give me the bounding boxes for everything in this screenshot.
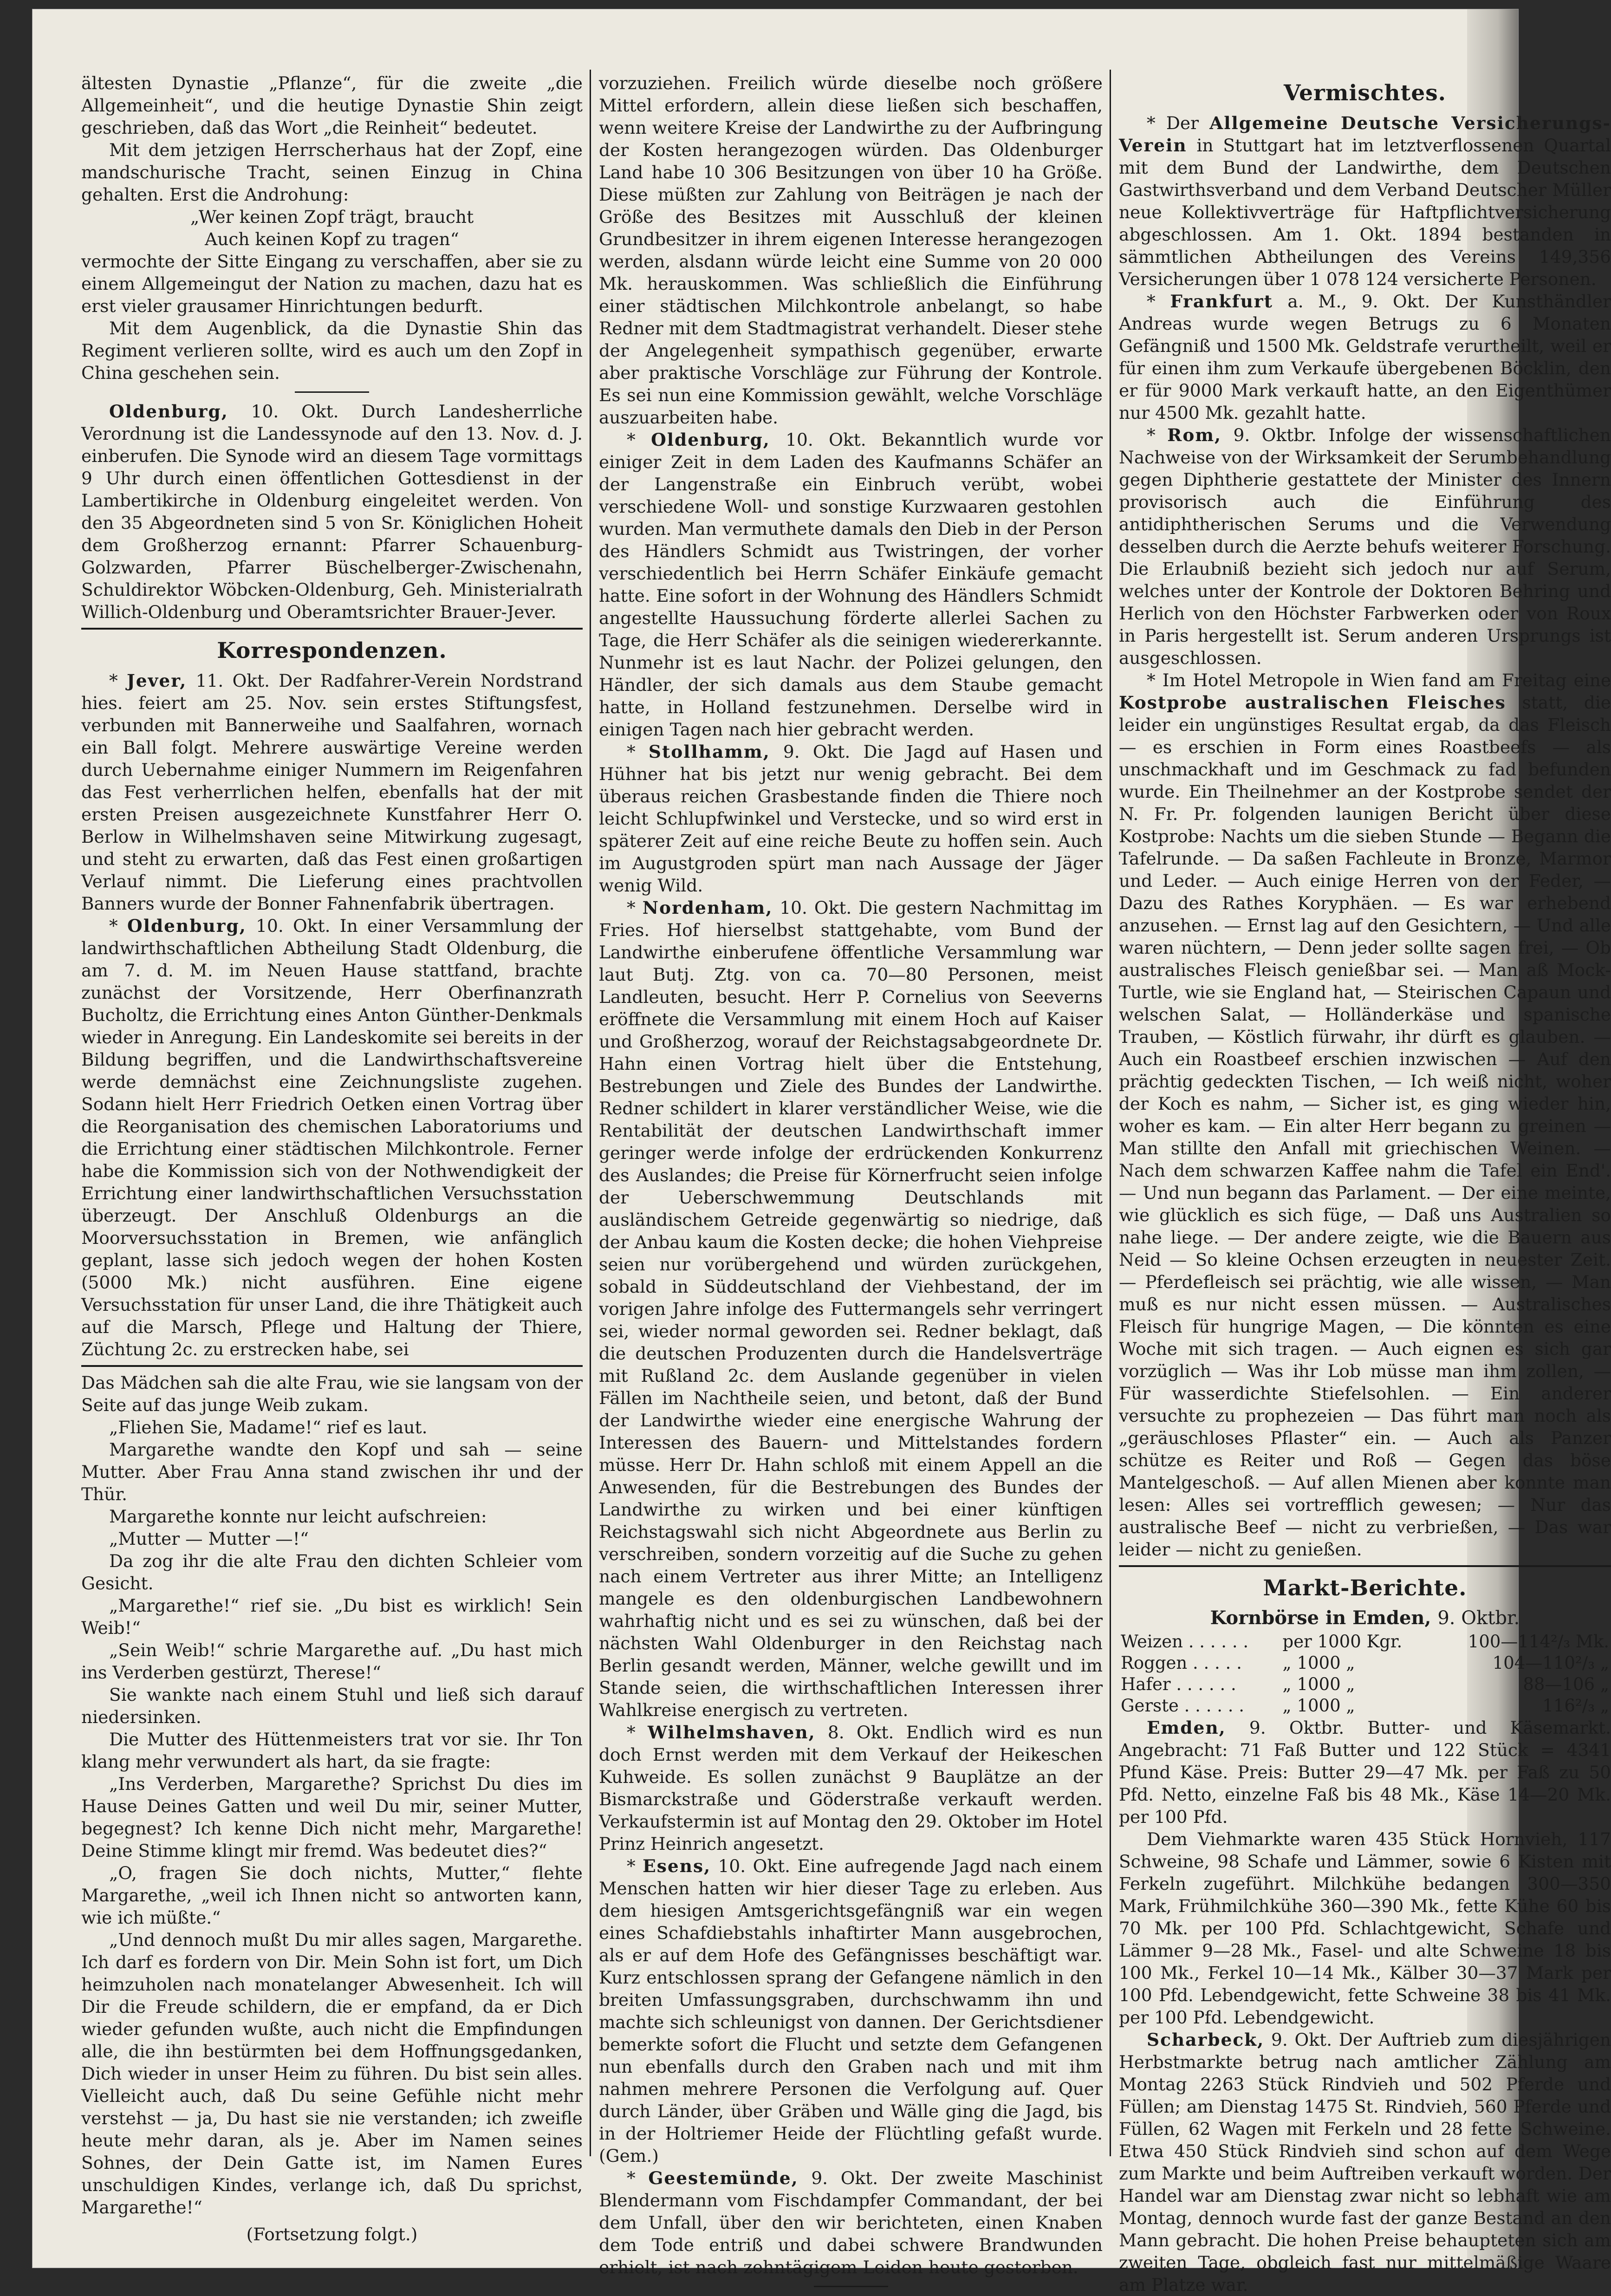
story-paragraph: „O, fragen Sie doch nichts, Mutter,“ flehte Margarethe, „weil ich Ihnen nicht so antworten kann, wie ich müßte.“: [81, 1863, 583, 1928]
news-item: * Rom, 9. Oktbr. Infolge der wissenschaftlichen Nachweise von der Wirksamkeit der Serumbehandlung gegen Diphtherie gestattete der Minister des Innern provisorisch auch die Einführung des antidiphtherischen Serums und die Verwendung desselben durch die Aerzte behufs weiterer Forschung. Die Erlaubniß bezieht sich jedoch nur auf Serum, welches unter der Kontrole der Doktoren Behring und Herlich von den Höchster Farbwerken oder von Roux in Paris hergestellt ist. Serum anderen Ursprungs ist ausgeschlossen.: [1119, 425, 1611, 668]
market-title: Kornbörse in Emden,: [1210, 1607, 1431, 1629]
divider: [814, 2286, 888, 2287]
news-item: [1119, 2029, 1611, 2296]
quote-line: „Wer keinen Zopf trägt, braucht: [190, 207, 474, 227]
section-heading: Vermischtes.: [1283, 80, 1447, 106]
news-item: [1119, 1717, 1611, 1828]
news-item: * Stollhamm, 9. Okt. Die Jagd auf Hasen und Hühner hat bis jetzt nur wenig gebracht. Bei dem überaus reichen Grasbestande finden die Thiere noch leicht Schlupfwinkel und Verstecke, und so wird erst in späterer Zeit auf eine reiche Beute zu hoffen sein. Auch im Augustgroden spürt man nach Aussage der Jäger wenig Wild.: [599, 741, 1103, 896]
place-name: Stollhamm,: [648, 741, 770, 762]
news-item: [81, 400, 583, 623]
price-row: [1119, 1695, 1611, 1717]
story-paragraph: „Sein Weib!“ schrie Margarethe auf. „Du hast mich ins Verderben gestürzt, Therese!“: [81, 1640, 583, 1683]
story-paragraph: „Und dennoch mußt Du mir alles sagen, Margarethe. Ich darf es fordern von Dir. Mein Sohn ist fort, um Dich heimzuholen nach monatelanger Abwesenheit. Ich will Dir die Freude schildern, die er empfand, da er Dich wieder gefunden wußte, auch nicht die Empfindungen alle, die ihn bestürmten bei dem Hoffnungsgedanken, Dich wieder in unser Heim zu führen. Du bist sein alles. Vielleicht auch, daß Du seine Gefühle nicht mehr verstehst — ja, Du hast sie nie verstanden; ich zweifle heute mehr daran, als je. Aber im Namen seines Sohnes, der Dein Gatte ist, im Namen Eures unschuldigen Kindes, verlange ich, daß Du sprichst, Margarethe!“: [81, 1930, 583, 2218]
article-text: vermochte der Sitte Eingang zu verschaffen, aber sie zu einem Allgemeingut der Nation zu machen, dazu hat es erst vieler grausamer Hinrichtungen bedurft.: [81, 251, 583, 316]
story-paragraph: Sie wankte nach einem Stuhl und ließ sich darauf niedersinken.: [81, 1685, 583, 1727]
divider: [295, 391, 369, 393]
news-text: 10. Okt. In einer Versammlung der landwirthschaftlichen Abtheilung Stadt Oldenburg, die am 7. d. M. im Neuen Hause stattfand, brachte zunächst der Vorsitzende, Herr Oberfinanzrath Bucholtz, die Errichtung eines Anton Günther-Denkmals wieder in Anregung. Ein Landeskomite sei bereits in der Bildung begriffen, und die Landwirthschaftsvereine werde demnächst eine Zeichnungsliste zugehen. Sodann hielt Herr Friedrich Oetken einen Vortrag über die Reorganisation des chemischen Laboratoriums und die Errichtung einer städtischen Milchkontrole. Ferner habe die Kommission sich von der Nothwendigkeit der Errichtung einer landwirthschaftlichen Versuchsstation überzeugt. Der Anschluß Oldenburgs an die Moorversuchsstation in Bremen, wie anfänglich geplant, lasse sich jedoch wegen der hohen Kosten (5000 Mk.) nicht ausführen. Eine eigene Versuchsstation für unser Land, die ihre Thätigkeit auch auf die Marsch, Pflege und Haltung der Thiere, Züchtung 2c. zu erstrecken habe, sei: [81, 916, 583, 1359]
news-item: * Im Hotel Metropole in Wien fand am Freitag eine Kostprobe australischen Fleisches statt, die leider ein ungünstiges Resultat ergab, da das Fleisch — es erschien in Form eines Roastbeefs — als unschmackhaft und im Geschmack zu fad befunden wurde. Ein Theilnehmer an der Kostprobe sendet der N. Fr. Pr. folgenden launigen Bericht über diese Kostprobe: Nachts um die sieben Stunde — Begann die Tafelrunde. — Da saßen Fachleute in Bronze, Marmor und Leder. — Auch einige Herren von der Feder, — Dazu des Rathes Koryphäen. — Es war erhebend anzusehen. — Ernst lag auf den Gesichtern, — Und alle waren nüchtern, — Denn jeder sollte sagen frei, — Ob australisches Fleisch genießbar sei. — Man aß Mock-Turtle, wie sie England hat, — Steirischen Capaun und welschen Salat, — Holländerkäse und spanische Trauben, — Köstlich fürwahr, ihr dürft es glauben. — Auch ein Roastbeef erschien inzwischen — Auf den prächtig gedeckten Tischen, — Ich weiß nicht, woher der Koch es nahm, — Sicher ist, es ging wieder hin, woher es kam. — Ein alter Herr begann zu greinen — Man stillte den Anfall mit griechischen Weinen. — Nach dem schwarzen Kaffee nahm die Tafel ein End'. — Und nun begann das Parlament. — Der eine meinte, wie glücklich es sich füge, — Daß uns Australien so nahe liege. — Der andere zeigte, wie die Bauern aus Neid — So kleine Ochsen erzeugten in neuester Zeit. — Pferdefleisch sei prächtig, wie alle wissen, — Man muß es nur nicht essen müssen. — Australisches Fleisch für hungrige Magen, — Die könnten es eine Woche mit sich tragen. — Auch eignen es sich gar vorzüglich — Was ihr Lob müsse man ihm zollen, — Für wasserdichte Stiefelsohlen. — Ein anderer versuchte zu prophezeien — Das führt man noch als „geräuschloses Pflaster“ ein. — Auch als Panzer schütze es Reiter und Roß — Gegen das böse Mantelgeschoß. — Auf allen Mienen aber konnte man lesen: Alles sei vortrefflich gewesen; — Nur das australische Beef — nicht zu verbrießen, — Das war leider — nicht zu genießen.: [1119, 670, 1611, 1560]
news-text: 9. Okt. Der Auftrieb zum diesjährigen Herbstmarkte betrug nach amtlicher Zählung am Montag 2263 Stück Rindvieh und 502 Pferde und Füllen; am Dienstag 1475 St. Rindvieh, 560 Pferde und Füllen, 62 Wagen mit Ferkeln und 28 fette Schweine. Etwa 450 Stück Rindvieh sind schon auf dem Wege zum Markte und beim Auftreiben verkauft worden. Der Handel war am Dienstag zwar nicht so lebhaft wie am Montag, dennoch wurde fast der ganze Bestand an den Mann gebracht. Die hohen Preise behaupteten sich am zweiten Tage, obgleich fast nur mittelmäßige Waare am Platze war.: [1119, 2029, 1611, 2295]
serial-story: [81, 1372, 583, 2218]
quote-line: Auch keinen Kopf zu tragen“: [205, 229, 459, 249]
place-name: Oldenburg,: [651, 429, 770, 450]
news-text: 8. Okt. Endlich wird es nun doch Ernst werden mit dem Verkauf der Heikeschen Kuhweide. Es sollen zunächst 9 Bauplätze an der Bismarckstraße und Göderstraße verkauft werden. Verkaufstermin ist auf Montag den 29. Oktober im Hotel Prinz Heinrich angesetzt.: [599, 1722, 1103, 1854]
price-cell: 104—110²/₃ „: [1492, 1653, 1609, 1673]
price-cell: „ 1000 „: [1282, 1674, 1355, 1694]
news-text: 10. Okt. Durch Landesherrliche Verordnung ist die Landessynode auf den 13. Nov. d. J. einberufen. Die Synode wird an diesem Tage vormittags 9 Uhr durch einen öffentlichen Gottesdienst in der Lambertikirche in Oldenburg eingeleitet werden. Von den 35 Abgeordneten sind 5 von Sr. Königlichen Hoheit dem Großherzog ernannt: Pfarrer Schauenburg-Golzwarden, Pfarrer Büschelberger-Zwischenahn, Schuldirektor Wöbcken-Oldenburg, Geh. Ministerialrath Willich-Oldenburg und Oberamtsrichter Brauer-Jever.: [81, 401, 583, 622]
continuation-note: (Fortsetzung folgt.): [246, 2224, 418, 2244]
place-name: Nordenham,: [642, 898, 773, 918]
news-item: * Nordenham, 10. Okt. Die gestern Nachmittag im Fries. Hof hierselbst stattgehabte, vom Bund der Landwirthe einberufene öffentliche Versammlung war laut Butj. Ztg. von ca. 70—80 Personen, meist Landleuten, besucht. Herr P. Cornelius von Seeverns eröffnete die Versammlung mit einem Hoch auf Kaiser und Großherzog, worauf der Reichstagsabgeordnete Dr. Hahn einen Vortrag hielt über die Entstehung, Bestrebungen und Ziele des Bundes der Landwirthe. Redner schildert in klarer verständlicher Weise, wie die Rentabilität der deutschen Landwirthschaft immer geringer werde infolge der erdrückenden Konkurrenz des Auslandes; die Preise für Körnerfrucht seien infolge der Ueberschwemmung Deutschlands mit ausländischem Getreide gegenwärtig so niedrige, daß der Anbau kaum die Kosten decke; die hohen Viehpreise seien nur vorübergehend und würden zurückgehen, sobald in Süddeutschland der Viehbestand, der im vorigen Jahre infolge des Futtermangels sehr verringert sei, wieder normal geworden sei. Redner beklagt, daß die deutschen Produzenten durch die Handelsverträge mit Rußland 2c. dem Auslande gegenüber in vielen Fällen im Nachtheile seien, und betont, daß der Bund der Landwirthe wieder eine energische Wahrung der Interessen des Bauern- und Mittelstandes fordern müsse. Herr Dr. Hahn schloß mit einem Appell an die Anwesenden, für die Bestrebungen des Bundes der Landwirthe zu wirken und bei einer künftigen Reichstagswahl sich nicht Abgeordnete aus Berlin zu verschreiben, sondern vorzeitig auf die Suche zu gehen nach einem Vertreter aus ihrer Mitte; an Intelligenz mangele es den oldenburgischen Landbewohnern wahrhaftig nicht und es sei zu wünschen, daß bei der nächsten Wahl Oldenburger in den Reichstag nach Berlin gesandt werden, Männer, welche gewillt und im Stande seien, die wirthschaftlichen Interessen ihrer Wahlkreise energisch zu vertreten.: [599, 898, 1103, 1720]
news-item: * Jever, 11. Okt. Der Radfahrer-Verein Nordstrand hies. feiert am 25. Nov. sein erstes Stiftungsfest, verbunden mit Bannerweihe und Saalfahren, wornach ein Ball folgt. Mehrere auswärtige Vereine werden durch Uebernahme einiger Nummern im Reigenfahren das Fest verherrlichen helfen, ebenfalls hat der mit ersten Preisen ausgezeichnete Kunstfahrer Herr O. Berlow in Wilhelmshaven seine Mitwirkung zugesagt, und steht zu erwarten, daß das Fest einen großartigen Verlauf nimmt. Die Lieferung eines prachtvollen Banners wurde der Bonner Fahnenfabrik übertragen.: [81, 670, 583, 914]
news-item: Dem Viehmarkte waren 435 Stück Hornvieh, 117 Schweine, 98 Schafe und Lämmer, sowie 6 Kisten mit Ferkeln zugeführt. Milchkühe bedangen 300—350 Mark, Frühmilchkühe 360—390 Mk., fette Kühe 60 bis 70 Mk. per 100 Pfd. Schlachtgewicht, Schafe und Lämmer 9—28 Mk., Fasel- und alte Schweine 18 bis 100 Mk., Ferkel 10—14 Mk., Kälber 30—37 Mark per 100 Pfd. Lebendgewicht, fette Schweine 38 bis 41 Mk. per 100 Pfd. Lebendgewicht.: [1119, 1829, 1611, 2028]
article-text: Mit dem jetzigen Herrscherhaus hat der Zopf, eine mandschurische Tracht, seinen Einzug in China gehalten. Erst die Androhung:: [81, 140, 583, 205]
price-row: [1119, 1674, 1611, 1695]
story-paragraph: Die Mutter des Hüttenmeisters trat vor sie. Ihr Ton klang mehr verwundert als hart, da sie fragte:: [81, 1729, 583, 1772]
price-row: [1119, 1652, 1611, 1674]
place-name: Emden,: [1147, 1717, 1226, 1738]
story-paragraph: Da zog ihr die alte Frau den dichten Schleier vom Gesicht.: [81, 1551, 583, 1594]
article-text: vorzuziehen. Freilich würde dieselbe noch größere Mittel erfordern, allein diese ließen sich beschaffen, wenn weitere Kreise der Landwirthe zu der Aufbringung der Kosten herangezogen würden. Das Oldenburger Land habe 10 306 Besitzungen von über 10 ha Größe. Diese müßten zur Zahlung von Beiträgen je nach der Größe des Besitzes mit Ausschluß der kleinen Grundbesitzer in ihrem eigenen Interesse herangezogen werden, alsdann würde leicht eine Summe von 20 000 Mk. herauskommen. Was schließlich die Einführung einer städtischen Milchkontrole anbelangt, so habe Redner mit dem Stadtmagistrat verhandelt. Dieser stehe der Angelegenheit sympathisch gegenüber, erwarte aber praktische Vorschläge zur Führung der Kontrole. Es sei nun eine Kommission gewählt, welche Vorschläge auszuarbeiten habe.: [599, 73, 1103, 428]
price-row: [1119, 1631, 1611, 1652]
divider: [81, 628, 583, 630]
article-text: ältesten Dynastie „Pflanze“, für die zweite „die Allgemeinheit“, und die heutige Dynastie Shin zeigt geschrieben, daß das Wort „die Reinheit“ bedeutet.: [81, 73, 583, 138]
place-name: Frankfurt: [1170, 291, 1273, 312]
price-cell: Hafer . . . . . .: [1121, 1674, 1236, 1694]
place-name: Jever,: [127, 670, 187, 691]
news-text: 9. Okt. Die Jagd auf Hasen und Hühner hat bis jetzt nur wenig gebracht. Bei dem überaus reichen Grasbestande finden die Thiere noch leicht Schlupfwinkel und Verstecke, und so wird erst in späterer Zeit auf eine reiche Beute zu hoffen sein. Auch im Augustgroden spürt man nach Aussage der Jäger wenig Wild.: [599, 741, 1103, 896]
place-name: Oldenburg,: [109, 401, 228, 422]
column-rule: [590, 70, 591, 2156]
column-3: [1119, 72, 1611, 2295]
org-name: Allgemeine Deutsche Versicherungs-Verein: [1119, 113, 1611, 156]
news-item: * Geestemünde, 9. Okt. Der zweite Maschinist Blendermann vom Fischdampfer Commandant, der bei dem Unfall, über den wir berichteten, einen Knaben dem Tode entriß und dabei schwere Brandwunden erhielt, ist nach zehntägigem Leiden heute gestorben.: [599, 2168, 1103, 2277]
place-name: Rom,: [1167, 425, 1222, 445]
price-cell: 116²/₃ „: [1542, 1696, 1609, 1716]
news-item: * Frankfurt a. M., 9. Okt. Der Kunsthändler Andreas wurde wegen Betrugs zu 6 Monaten Gefängniß und 1500 Mk. Geldstrafe verurtheilt, weil er für einen ihm zum Verkaufe übergebenen Böcklin, den er für 9000 Mark verkauft hatte, an den Eigenthümer nur 4500 Mk. gezahlt hatte.: [1119, 291, 1611, 423]
news-item: * Der Allgemeine Deutsche Versicherungs-Verein in Stuttgart hat im letztverflossenen Quartal mit dem Bund der Landwirthe, dem Deutschen Gastwirthsverband und dem Verband Deutscher Müller neue Kollektivverträge für Haftpflichtversicherung abgeschlossen. Am 1. Okt. 1894 bestanden in sämmtlichen Abtheilungen des Vereins 149,356 Versicherungen über 1 078 124 versicherte Personen.: [1119, 113, 1611, 289]
price-cell: Roggen . . . . .: [1121, 1653, 1242, 1673]
price-cell: „ 1000 „: [1282, 1653, 1355, 1673]
place-name: Esens,: [643, 1856, 711, 1876]
column-rule: [1110, 70, 1111, 2156]
news-text: 10. Okt. Die gestern Nachmittag im Fries. Hof hierselbst stattgehabte, vom Bund der Landwirthe einberufene öffentliche Versammlung war laut Butj. Ztg. von ca. 70—80 Personen, meist Landleuten, besucht. Herr P. Cornelius von Seeverns eröffnete die Versammlung mit einem Hoch auf Kaiser und Großherzog, worauf der Reichstagsabgeordnete Dr. Hahn einen Vortrag hielt über die Entstehung, Bestrebungen und Ziele des Bundes der Landwirthe. Redner schildert in klarer verständlicher Weise, wie die Rentabilität der deutschen Landwirthschaft immer geringer werde infolge der erdrückenden Konkurrenz des Auslandes; die Preise für Körnerfrucht seien infolge der Ueberschwemmung Deutschlands mit ausländischem Getreide gegenwärtig so niedrige, daß der Anbau kaum die Kosten decke; die hohen Viehpreise seien nur vorübergehend und würden zurückgehen, sobald in Süddeutschland der Viehbestand, der im vorigen Jahre infolge des Futtermangels sehr verringert sei, wieder normal geworden sei. Redner beklagt, daß die deutschen Produzenten durch die Handelsverträge mit Rußland 2c. dem Auslande gegenüber in vielen Fällen im Nachtheile seien, und betont, daß der Bund der Landwirthe wieder eine energische Wahrung der Interessen des Bauern- und Mittelstandes fordern müsse. Herr Dr. Hahn schloß mit einem Appell an die Anwesenden, für die Bestrebungen des Bundes der Landwirthe zu wirken und bei einer künftigen Reichstagswahl sich nicht Abgeordnete aus Berlin zu verschreiben, sondern vorzeitig auf die Suche zu gehen nach einem Vertreter aus ihrer Mitte; an Intelligenz mangele es den oldenburgischen Landbewohnern wahrhaftig nicht und es sei zu wünschen, daß bei der nächsten Wahl Oldenburger in den Reichstag nach Berlin gesandt werden, Männer, welche gewillt und im Stande seien, die wirthschaftlichen Interessen ihrer Wahlkreise energisch zu vertreten.: [599, 898, 1103, 1720]
news-item: * Oldenburg, 10. Okt. Bekanntlich wurde vor einiger Zeit in dem Laden des Kaufmanns Schäfer an der Langenstraße ein Einbruch verübt, wobei verschiedene Woll- und sonstige Kurzwaaren gestohlen wurden. Man vermuthete damals den Dieb in der Person des Händlers Schmidt aus Twistringen, der vorher verschiedentlich bei Herrn Schäfer Einkäufe gemacht hatte. Eine sofort in der Wohnung des Händlers Schmidt angestellte Haussuchung förderte allerlei Sachen zu Tage, die Herr Schäfer als die seinigen wiedererkannte. Nunmehr ist es laut Nachr. der Polizei gelungen, den Händler, der sich damals aus dem Staube gemacht hatte, in Holland festzunehmen. Derselbe wird in einigen Tagen nach hier gebracht werden.: [599, 429, 1103, 740]
section-heading: Korrespondenzen.: [217, 638, 447, 663]
news-item: * Esens, 10. Okt. Eine aufregende Jagd nach einem Menschen hatten wir hier dieser Tage zu erleben. Aus dem hiesigen Amtsgerichtsgefängniß war ein wegen eines Schafdiebstahls inhaftirter Mann ausgebrochen, als er auf dem Hofe des Gefängnisses beschäftigt war. Kurz entschlossen sprang der Gefangene nämlich in den breiten Umfassungsgraben, durchschwamm ihn und machte sich schleunigst von dannen. Der Gerichtsdiener bemerkte sofort die Flucht und setzte dem Gefangenen nun ebenfalls durch den Graben nach und mit ihm nahmen mehrere Personen die Verfolgung auf. Quer durch Länder, über Gräben und Wälle ging die Jagd, bis in der Holtriemer Heide der Flüchtling gefaßt wurde. (Gem.): [599, 1856, 1103, 2166]
story-paragraph: „Ins Verderben, Margarethe? Sprichst Du dies im Hause Deines Gatten und weil Du mir, seiner Mutter, begegnest? Ich kenne Dich nicht mehr, Margarethe! Deine Stimme klingt mir fremd. Was bedeutet dies?“: [81, 1774, 583, 1861]
story-paragraph: Margarethe konnte nur leicht aufschreien:: [109, 1506, 487, 1527]
column-1: [81, 72, 583, 2249]
section-heading: Markt-Berichte.: [1263, 1575, 1467, 1601]
story-paragraph: „Fliehen Sie, Madame!“ rief es laut.: [109, 1417, 428, 1437]
news-text: 10. Okt. Bekanntlich wurde vor einiger Zeit in dem Laden des Kaufmanns Schäfer an der Langenstraße ein Einbruch verübt, wobei verschiedene Woll- und sonstige Kurzwaaren gestohlen wurden. Man vermuthete damals den Dieb in der Person des Händlers Schmidt aus Twistringen, der vorher verschiedentlich bei Herrn Schäfer Einkäufe gemacht hatte. Eine sofort in der Wohnung des Händlers Schmidt angestellte Haussuchung förderte allerlei Sachen zu Tage, die Herr Schäfer als die seinigen wiedererkannte. Nunmehr ist es laut Nachr. der Polizei gelungen, den Händler, der sich damals aus dem Staube gemacht hatte, in Holland festzunehmen. Derselbe wird in einigen Tagen nach hier gebracht werden.: [599, 429, 1103, 740]
market-date: 9. Oktbr.: [1437, 1607, 1520, 1629]
news-text: Der: [1166, 113, 1199, 133]
article-text: Mit dem Augenblick, da die Dynastie Shin das Regiment verlieren sollte, wird es auch um den Zopf in China geschehen sein.: [81, 318, 583, 383]
story-paragraph: Margarethe wandte den Kopf und sah — seine Mutter. Aber Frau Anna stand zwischen ihr und der Thür.: [81, 1439, 583, 1504]
news-text: in Stuttgart hat im letztverflossenen Quartal mit dem Bund der Landwirthe, dem Deutschen Gastwirthsverband und dem Verband Deutscher Müller neue Kollektivverträge für Haftpflichtversicherung abgeschlossen. Am 1. Okt. 1894 bestanden in sämmtlichen Abtheilungen des Vereins 149,356 Versicherungen über 1 078 124 versicherte Personen.: [1119, 135, 1611, 289]
news-text: 9. Okt. Der zweite Maschinist Blendermann vom Fischdampfer Commandant, der bei dem Unfall, über den wir berichteten, einen Knaben dem Tode entriß und dabei schwere Brandwunden erhielt, ist nach zehntägigem Leiden heute gestorben.: [599, 2168, 1103, 2277]
news-text: 9. Oktbr. Infolge der wissenschaftlichen Nachweise von der Wirksamkeit der Serumbehandlung gegen Diphtherie gestattete der Minister des Innern provisorisch auch die Einführung des antidiphtherischen Serums und die Verwendung desselben durch die Aerzte behufs weiterer Forschung. Die Erlaubniß bezieht sich jedoch nur auf Serum, welches unter der Kontrole der Doktoren Behring und Herlich von den Höchster Farbwerken oder von Roux in Paris hergestellt ist. Serum anderen Ursprungs ist ausgeschlossen.: [1119, 425, 1611, 668]
place-name: Scharbeck,: [1147, 2029, 1265, 2050]
news-item: * Oldenburg, 10. Okt. In einer Versammlung der landwirthschaftlichen Abtheilung Stadt Oldenburg, die am 7. d. M. im Neuen Hause stattfand, brachte zunächst der Vorsitzende, Herr Oberfinanzrath Bucholtz, die Errichtung eines Anton Günther-Denkmals wieder in Anregung. Ein Landeskomite sei bereits in der Bildung begriffen, und die Landwirthschaftsvereine werde demnächst eine Zeichnungsliste zugehen. Sodann hielt Herr Friedrich Oetken einen Vortrag über die Reorganisation des chemischen Laboratoriums und die Errichtung einer städtischen Milchkontrole. Ferner habe die Kommission sich von der Nothwendigkeit der Errichtung einer landwirthschaftlichen Versuchsstation überzeugt. Der Anschluß Oldenburgs an die Moorversuchsstation in Bremen, wie anfänglich geplant, lasse sich jedoch wegen der hohen Kosten (5000 Mk.) nicht ausführen. Eine eigene Versuchsstation für unser Land, die ihre Thätigkeit auch auf die Marsch, Pflege und Haltung der Thiere, Züchtung 2c. zu erstrecken habe, sei: [81, 916, 583, 1359]
column-2: [599, 72, 1103, 2277]
price-cell: per 1000 Kgr.: [1282, 1632, 1403, 1652]
place-name: Wilhelmshaven,: [648, 1722, 816, 1743]
news-text: 10. Okt. Eine aufregende Jagd nach einem Menschen hatten wir hier dieser Tage zu erleben. Aus dem hiesigen Amtsgerichtsgefängniß war ein wegen eines Schafdiebstahls inhaftirter Mann ausgebrochen, als er auf dem Hofe des Gefängnisses beschäftigt war. Kurz entschlossen sprang der Gefangene nämlich in den breiten Umfassungsgraben, durchschwamm ihn und machte sich schleunigst von dannen. Der Gerichtsdiener bemerkte sofort die Flucht und setzte dem Gefangenen nun ebenfalls durch den Graben nach und mit ihm nahmen mehrere Personen die Verfolgung auf. Quer durch Länder, über Gräben und Wälle ging die Jagd, bis in der Holtriemer Heide der Flüchtling gefaßt wurde. (Gem.): [599, 1856, 1103, 2166]
news-text: Im Hotel Metropole in Wien fand am Freitag eine: [1162, 670, 1611, 690]
news-text: 11. Okt. Der Radfahrer-Verein Nordstrand hies. feiert am 25. Nov. sein erstes Stiftungsfest, verbunden mit Bannerweihe und Saalfahren, wornach ein Ball folgt. Mehrere auswärtige Vereine werden durch Uebernahme einiger Nummern im Reigenfahren das Fest verherrlichen helfen, ebenfalls hat der mit ersten Preisen ausgezeichnete Kunstfahrer Herr O. Berlow in Wilhelmshaven seine Mitwirkung zugesagt, und steht zu erwarten, daß das Fest einen großartigen Verlauf nimmt. Die Lieferung eines prachtvollen Banners wurde der Bonner Fahnenfabrik übertragen.: [81, 670, 583, 914]
price-cell: „ 1000 „: [1282, 1696, 1355, 1716]
place-name: Geestemünde,: [648, 2168, 799, 2188]
subheading: [1119, 1607, 1611, 1629]
news-text: statt, die leider ein ungünstiges Resultat ergab, da das Fleisch — es erschien in Form eines Roastbeefs — als unschmackhaft und im Geschmack zu fad befunden wurde. Ein Theilnehmer an der Kostprobe sendet der N. Fr. Pr. folgenden launigen Bericht über diese Kostprobe: Nachts um die sieben Stunde — Begann die Tafelrunde. — Da saßen Fachleute in Bronze, Marmor und Leder. — Auch einige Herren von der Feder, — Dazu des Rathes Koryphäen. — Es war erhebend anzusehen. — Ernst lag auf den Gesichtern, — Und alle waren nüchtern, — Denn jeder sollte sagen frei, — Ob australisches Fleisch genießbar sei. — Man aß Mock-Turtle, wie sie England hat, — Steirischen Capaun und welschen Salat, — Holländerkäse und spanische Trauben, — Köstlich fürwahr, ihr dürft es glauben. — Auch ein Roastbeef erschien inzwischen — Auf den prächtig gedeckten Tischen, — Ich weiß nicht, woher der Koch es nahm, — Sicher ist, es ging wieder hin, woher es kam. — Ein alter Herr begann zu greinen — Man stillte den Anfall mit griechischen Weinen. — Nach dem schwarzen Kaffee nahm die Tafel ein End'. — Und nun begann das Parlament. — Der eine meinte, wie glücklich es sich füge, — Daß uns Australien so nahe liege. — Der andere zeigte, wie die Bauern aus Neid — So kleine Ochsen erzeugten in neuester Zeit. — Pferdefleisch sei prächtig, wie alle wissen, — Man muß es nur nicht essen müssen. — Australisches Fleisch für hungrige Magen, — Die könnten es eine Woche mit sich tragen. — Auch eignen es sich gar vorzüglich — Was ihr Lob müsse man ihm zollen, — Für wasserdichte Stiefelsohlen. — Ein anderer versuchte zu prophezeien — Das führt man noch als „geräuschloses Pflaster“ ein. — Auch als Panzer schütze es Reiter und Roß — Gegen das böse Mantelgeschoß. — Auf allen Mienen aber konnte man lesen: Alles sei vortrefflich gewesen; — Nur das australische Beef — nicht zu verbrießen, — Das war leider — nicht zu genießen.: [1119, 692, 1611, 1560]
story-paragraph: „Mutter — Mutter —!“: [109, 1528, 309, 1549]
divider: [1119, 1565, 1611, 1567]
news-text: 9. Oktbr. Butter- und Käsemarkt. Angebracht: 71 Faß Butter und 122 Stück = 4341 Pfund Käse. Preis: Butter 29—47 Mk. per Faß zu 50 Pfd. Netto, einzelne Faß bis 48 Mk., Käse 14—20 Mk. per 100 Pfd.: [1119, 1717, 1611, 1827]
news-item: * Wilhelmshaven, 8. Okt. Endlich wird es nun doch Ernst werden mit dem Verkauf der Heikeschen Kuhweide. Es sollen zunächst 9 Bauplätze an der Bismarckstraße und Göderstraße verkauft werden. Verkaufstermin ist auf Montag den 29. Oktober im Hotel Prinz Heinrich angesetzt.: [599, 1722, 1103, 1854]
story-paragraph: „Margarethe!“ rief sie. „Du bist es wirklich! Sein Weib!“: [81, 1595, 583, 1638]
price-cell: 100—114²/₃ Mk.: [1468, 1632, 1609, 1652]
price-cell: 88—106 „: [1523, 1674, 1609, 1694]
price-cell: Gerste . . . . . .: [1121, 1696, 1245, 1716]
price-table: [1119, 1631, 1611, 1717]
price-cell: Weizen . . . . . .: [1121, 1632, 1249, 1652]
story-paragraph: Das Mädchen sah die alte Frau, wie sie langsam von der Seite auf das junge Weib zukam.: [81, 1372, 583, 1415]
place-name: Oldenburg,: [127, 916, 247, 936]
highlight-text: Kostprobe australischen Fleisches: [1119, 692, 1506, 713]
divider: [81, 1365, 583, 1367]
news-text: a. M., 9. Okt. Der Kunsthändler Andreas wurde wegen Betrugs zu 6 Monaten Gefängniß und 1500 Mk. Geldstrafe verurtheilt, weil er für einen ihm zum Verkaufe übergebenen Böcklin, den er für 9000 Mark verkauft hatte, an den Eigenthümer nur 4500 Mk. gezahlt hatte.: [1119, 291, 1611, 423]
